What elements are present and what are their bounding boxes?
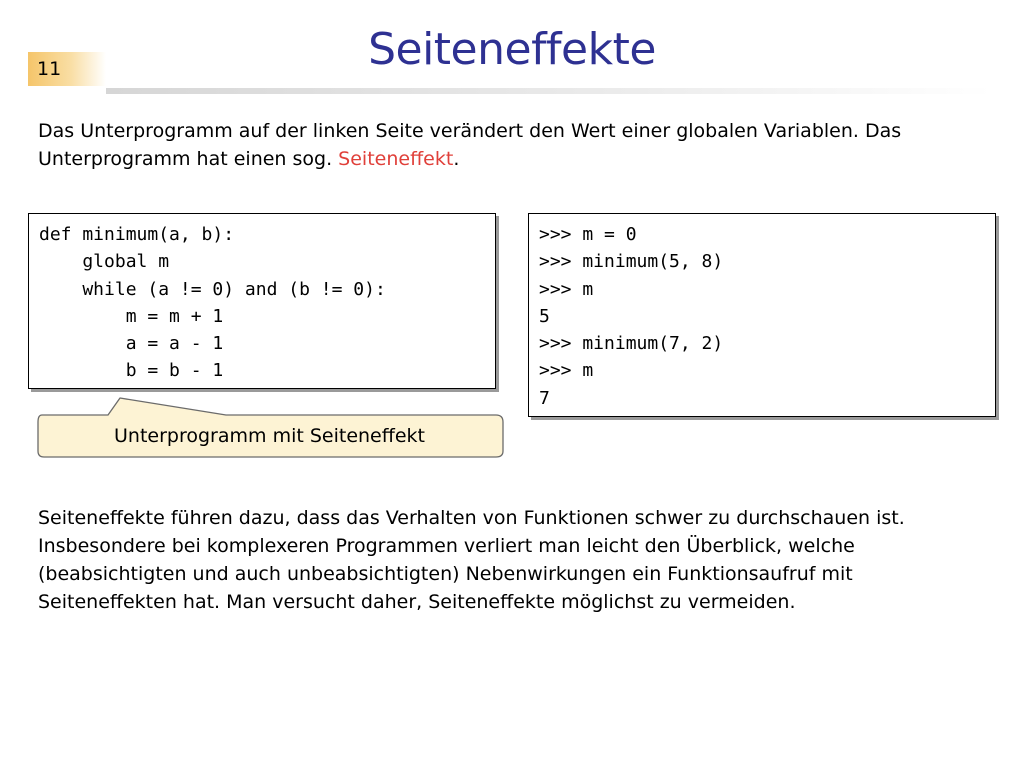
code-line: def minimum(a, b):: [39, 224, 235, 245]
body-line: Insbesondere bei komplexeren Programmen verliert man leicht den Überblick, welche: [38, 535, 855, 557]
body-paragraph: [38, 504, 998, 616]
console-line: 5: [539, 305, 550, 327]
slide-number: 11: [28, 52, 106, 86]
intro-highlight-term: Seiteneffekt: [338, 148, 454, 170]
intro-line-2: [38, 145, 988, 173]
code-line: m = m + 1: [39, 305, 224, 327]
callout-label: Unterprogramm mit Seiteneffekt: [114, 425, 425, 447]
intro-paragraph: [38, 117, 988, 173]
code-line: while (a != 0) and (b != 0):: [39, 278, 386, 300]
console-line: >>> m: [539, 278, 594, 300]
console-line: >>> minimum(7, 2): [539, 333, 724, 355]
code-line: a = a - 1: [39, 333, 224, 355]
code-block-console: [528, 213, 996, 417]
code-line: b = b - 1: [39, 360, 224, 382]
intro-line-2-text: Unterprogramm hat einen sog.: [38, 148, 339, 170]
code-block-function: [28, 213, 496, 389]
intro-line-2-end: .: [453, 148, 460, 170]
console-line: >>> m = 0: [539, 224, 637, 245]
slide-title: Seiteneffekte: [368, 24, 656, 75]
console-line: 7: [539, 387, 550, 409]
console-line: >>> m: [539, 360, 594, 382]
body-line: (beabsichtigten und auch unbeabsichtigten) Nebenwirkungen ein Funktionsaufruf mit: [38, 563, 853, 585]
code-line: global m: [39, 251, 170, 273]
header-rule: [106, 88, 992, 94]
console-line: >>> minimum(5, 8): [539, 251, 724, 273]
body-line: Seiteneffekte führen dazu, dass das Verhalten von Funktionen schwer zu durchschauen ist.: [38, 507, 905, 529]
intro-line-1: Das Unterprogramm auf der linken Seite verändert den Wert einer globalen Variablen. Das: [38, 120, 902, 142]
body-line: Seiteneffekten hat. Man versucht daher, Seiteneffekte möglichst zu vermeiden.: [38, 591, 796, 613]
